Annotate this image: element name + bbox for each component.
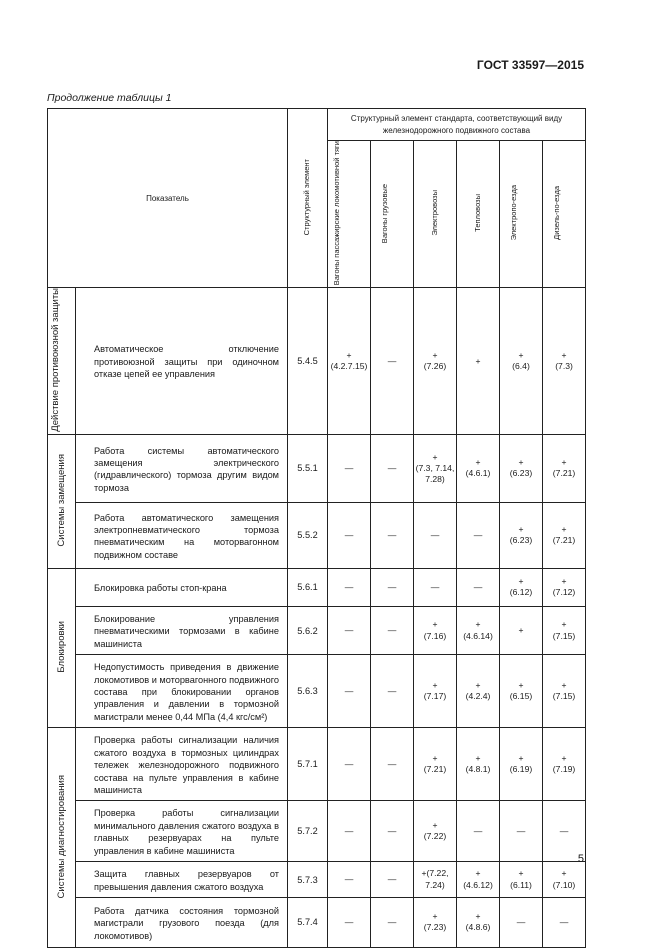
value-cell: — — [371, 897, 414, 947]
value-cell: — — [328, 502, 371, 568]
document-code: ГОСТ 33597—2015 — [476, 58, 584, 72]
value-cell: — — [500, 801, 543, 862]
structural-element-cell: 5.5.2 — [288, 502, 328, 568]
structural-element-cell: 5.7.1 — [288, 728, 328, 801]
structural-element-cell: 5.6.1 — [288, 568, 328, 606]
group-label-replacement — [48, 434, 76, 568]
value-cell: — — [328, 897, 371, 947]
table-row — [48, 568, 586, 606]
group-label-diagnostics — [48, 728, 76, 948]
structural-element-cell: 5.7.4 — [288, 897, 328, 947]
group-label-text: Системы замещения — [55, 454, 67, 547]
value-cell: — — [328, 655, 371, 728]
group-label-text: Действие противоюзной защиты — [49, 288, 61, 432]
indicator-cell: Недопустимость приведения в движение локомотивов и моторвагонного подвижного состава при блокировании органов управления и давлении в тормозной магистрали менее 0,44 МПа (4,4 кгс/см²) — [76, 655, 288, 728]
value-cell: + (4.6.14) — [457, 606, 500, 654]
value-cell: + (6.4) — [500, 288, 543, 435]
value-cell: + (7.10) — [543, 862, 586, 898]
value-cell: — — [414, 568, 457, 606]
value-cell: + (7.21) — [414, 728, 457, 801]
value-cell: + (6.23) — [500, 434, 543, 502]
header-indicator: Показатель — [48, 109, 288, 288]
value-cell: — — [457, 502, 500, 568]
header-structural-element-text: Структурный элемент — [302, 158, 312, 236]
table-row — [48, 728, 586, 801]
table-continuation-label: Продолжение таблицы 1 — [47, 92, 172, 104]
value-cell: + (7.12) — [543, 568, 586, 606]
value-cell: + (4.8.6) — [457, 897, 500, 947]
header-col-diesel-trains: Дизель-по-езда — [543, 141, 586, 288]
value-cell: + (4.6.1) — [457, 434, 500, 502]
value-cell: — — [543, 897, 586, 947]
value-cell: — — [328, 801, 371, 862]
structural-element-cell: 5.7.2 — [288, 801, 328, 862]
table-row — [48, 655, 586, 728]
value-cell: — — [328, 434, 371, 502]
value-cell: +(7.22, 7.24) — [414, 862, 457, 898]
value-cell: + — [457, 288, 500, 435]
header-col-freight-wagons: Вагоны грузовые — [371, 141, 414, 288]
indicator-cell: Блокирование управления пневматическими тормозами в кабине машиниста — [76, 606, 288, 654]
header-col-diesel-locomotives: Тепловозы — [457, 141, 500, 288]
value-cell: — — [457, 568, 500, 606]
structural-element-cell: 5.4.5 — [288, 288, 328, 435]
value-cell: — — [371, 568, 414, 606]
indicator-cell: Блокировка работы стоп-крана — [76, 568, 288, 606]
value-cell: + (4.8.1) — [457, 728, 500, 801]
structural-element-cell: 5.6.3 — [288, 655, 328, 728]
value-cell: + (4.2.7.15) — [328, 288, 371, 435]
group-label-text: Блокировки — [55, 621, 67, 673]
header-col-electric-locomotives: Электровозы — [414, 141, 457, 288]
value-cell: — — [371, 434, 414, 502]
value-cell: + (6.15) — [500, 655, 543, 728]
value-cell: + (7.16) — [414, 606, 457, 654]
value-cell: — — [328, 862, 371, 898]
header-structural-element — [288, 109, 328, 288]
header-col-passenger-wagons: Вагоны пассажирские локомотивной тяги — [328, 141, 371, 288]
value-cell: + (7.23) — [414, 897, 457, 947]
value-cell: + (7.17) — [414, 655, 457, 728]
value-cell: — — [500, 897, 543, 947]
indicator-cell: Автоматическое отключение противоюзной защиты при одиночном отказе цепей ее управления — [76, 288, 288, 435]
table-row — [48, 801, 586, 862]
indicator-cell: Проверка работы сигнализации минимального давления сжатого воздуха в главных резервуарах на пульте управления в кабине машиниста — [76, 801, 288, 862]
structural-element-cell: 5.5.1 — [288, 434, 328, 502]
value-cell: + (7.19) — [543, 728, 586, 801]
table-row — [48, 502, 586, 568]
value-cell: — — [371, 606, 414, 654]
value-cell: — — [543, 801, 586, 862]
value-cell: + (7.15) — [543, 655, 586, 728]
value-cell: + — [500, 606, 543, 654]
value-cell: — — [457, 801, 500, 862]
value-cell: + (7.3) — [543, 288, 586, 435]
value-cell: — — [328, 606, 371, 654]
page-number: 5 — [577, 853, 584, 865]
requirements-table — [47, 108, 586, 948]
group-label-interlocks — [48, 568, 76, 727]
indicator-cell: Работа автоматического замещения электропневматического тормоза пневматическим на моторвагонном подвижном составе — [76, 502, 288, 568]
value-cell: + (7.21) — [543, 434, 586, 502]
value-cell: + (6.12) — [500, 568, 543, 606]
table-row — [48, 862, 586, 898]
value-cell: — — [328, 728, 371, 801]
indicator-cell: Защита главных резервуаров от превышения давления сжатого воздуха — [76, 862, 288, 898]
value-cell: + (4.2.4) — [457, 655, 500, 728]
value-cell: — — [371, 655, 414, 728]
indicator-cell: Проверка работы сигнализации наличия сжатого воздуха в тормозных цилиндрах тележек железнодорожного подвижного состава на пульте управления в кабине машиниста — [76, 728, 288, 801]
value-cell: + (7.21) — [543, 502, 586, 568]
table-row — [48, 434, 586, 502]
value-cell: + (6.23) — [500, 502, 543, 568]
value-cell: + (4.6.12) — [457, 862, 500, 898]
value-cell: + (7.15) — [543, 606, 586, 654]
table-row — [48, 288, 586, 435]
table-row — [48, 897, 586, 947]
indicator-cell: Работа датчика состояния тормозной магистрали грузового поезда (для локомотивов) — [76, 897, 288, 947]
indicator-cell: Работа системы автоматического замещения электрического (гидравлического) тормоза другим видом тормоза — [76, 434, 288, 502]
value-cell: — — [371, 502, 414, 568]
value-cell: — — [414, 502, 457, 568]
value-cell: + (6.19) — [500, 728, 543, 801]
value-cell: — — [371, 801, 414, 862]
value-cell: + (7.26) — [414, 288, 457, 435]
value-cell: + (6.11) — [500, 862, 543, 898]
value-cell: — — [328, 568, 371, 606]
structural-element-cell: 5.7.3 — [288, 862, 328, 898]
value-cell: + (7.3, 7.14, 7.28) — [414, 434, 457, 502]
value-cell: — — [371, 862, 414, 898]
table-body — [48, 288, 586, 948]
value-cell: — — [371, 728, 414, 801]
group-label-anti-skid — [48, 288, 76, 435]
header-group-title: Структурный элемент стандарта, соответствующий виду железнодорожного подвижного состава — [328, 109, 586, 141]
header-col-electric-trains: Электропо-езда — [500, 141, 543, 288]
value-cell: — — [371, 288, 414, 435]
structural-element-cell: 5.6.2 — [288, 606, 328, 654]
value-cell: + (7.22) — [414, 801, 457, 862]
group-label-text: Системы диагностирования — [55, 774, 67, 899]
table-row — [48, 606, 586, 654]
